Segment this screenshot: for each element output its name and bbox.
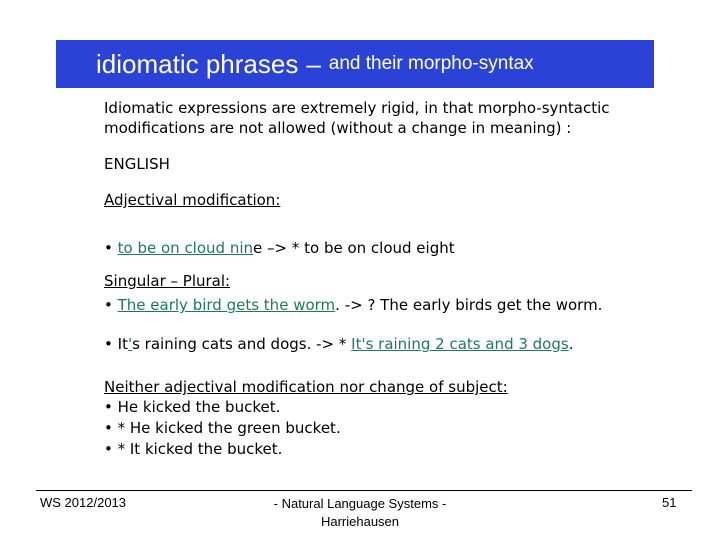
bullet: •	[104, 296, 113, 314]
section-heading-adjectival: Adjectival modification:	[104, 191, 281, 209]
idiom-link-cloud-nine[interactable]: to be on cloud nin	[117, 239, 254, 257]
example-middle: s raining cats and dogs. -> *	[132, 335, 352, 353]
list-item-1: • He kicked the bucket.	[104, 398, 281, 416]
footer-course: - Natural Language Systems - Harriehausen	[273, 496, 447, 529]
bullet: •	[104, 239, 113, 257]
footer-page-number: 51	[662, 495, 677, 510]
example-end: .	[568, 335, 574, 353]
slide-subtitle: and their morpho-syntax	[328, 53, 534, 74]
example-cats-dogs	[104, 334, 573, 354]
slide-title-bar	[56, 40, 654, 88]
example-rest: . -> ? The early birds get the worm.	[335, 296, 603, 314]
apostrophe-link[interactable]: '	[127, 335, 133, 353]
section-heading-singular-plural: Singular – Plural:	[104, 272, 231, 290]
footer-semester: WS 2012/2013	[40, 495, 127, 510]
list-item-2: • * He kicked the green bucket.	[104, 419, 341, 437]
list-item-3: • * It kicked the bucket.	[104, 440, 283, 458]
example-early-bird	[104, 295, 602, 315]
example-rest: –> * to be on cloud eight	[262, 239, 455, 257]
title-separator: –	[306, 48, 321, 79]
section-heading-neither: Neither adjectival modification nor change of subject:	[104, 378, 508, 396]
example-start: It	[117, 335, 128, 353]
idiom-suffix: e	[253, 239, 263, 257]
example-cloud-nine	[104, 238, 455, 258]
intro-line-1: Idiomatic expressions are extremely rigid, in that morpho-syntactic	[104, 99, 610, 117]
idiom-link-early-bird[interactable]: The early bird gets the worm	[117, 296, 336, 314]
footer-rule	[36, 490, 692, 491]
idiom-link-cats-dogs[interactable]: It's raining 2 cats and 3 dogs	[351, 335, 569, 353]
bullet: •	[104, 335, 113, 353]
slide-title: idiomatic phrases	[96, 48, 299, 79]
language-label: ENGLISH	[104, 155, 170, 173]
intro-line-2: modifications are not allowed (without a change in meaning) :	[104, 119, 572, 137]
